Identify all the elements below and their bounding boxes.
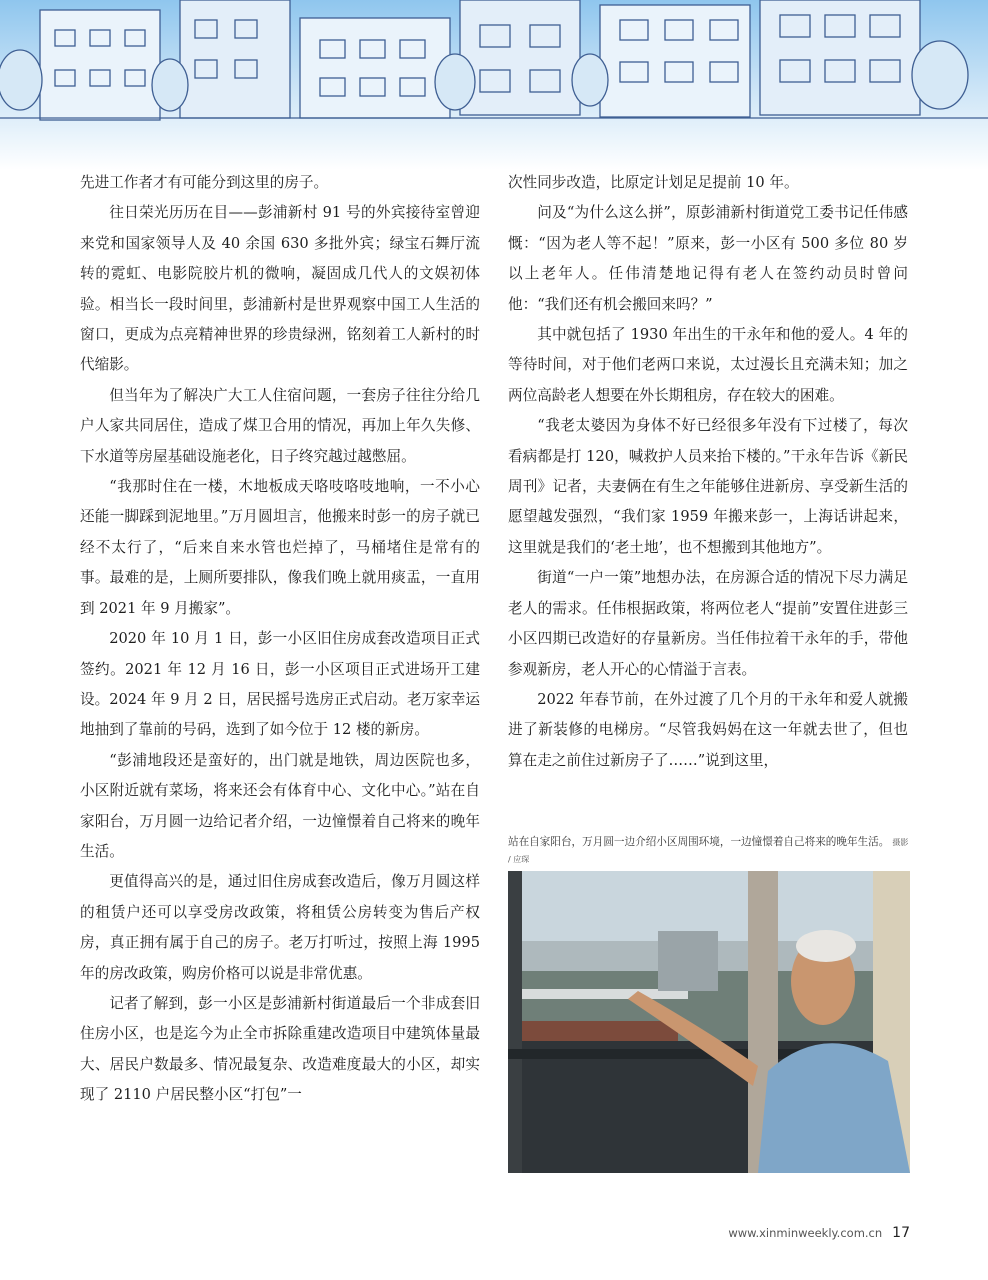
paragraph: 2020 年 10 月 1 日，彭一小区旧住房成套改造项目正式签约。2021 年 12 月 16 日，彭一小区项目正式进场开工建设。2024 年 9 月 2 日，居民摇号选房正式启动。老万家幸运地抽到了靠前的号码，选到了如今位于 12 楼的新房。 xyxy=(80,630,480,739)
paragraph: 往日荣光历历在目——彭浦新村 91 号的外宾接待室曾迎来党和国家领导人及 40 余国 630 多批外宾；绿宝石舞厅流转的霓虹、电影院胶片机的微响，凝固成几代人的文娱初体验。相当长一段时间里，彭浦新村是世界观察中国工人生活的窗口，更成为点亮精神世界的珍贵绿洲，铭刻着工人新村的时代缩影。 xyxy=(80,204,480,374)
caption-text: 站在自家阳台，万月圆一边介绍小区周围环境，一边憧憬着自己将来的晚年生活。 xyxy=(508,836,890,848)
left-text-column xyxy=(80,168,480,1111)
paragraph: 2022 年春节前，在外过渡了几个月的干永年和爱人就搬进了新装修的电梯房。“尽管我妈妈在这一年就去世了，但也算在走之前住过新房子了……”说到这里， xyxy=(508,690,908,769)
photo-caption xyxy=(508,834,910,868)
footer-url: www.xinminweekly.com.cn xyxy=(728,1226,883,1240)
paragraph: 先进工作者才有可能分到这里的房子。 xyxy=(80,174,329,191)
paragraph: 但当年为了解决广大工人住宿问题，一套房子往往分给几户人家共同居住，造成了煤卫合用的情况，再加上年久失修、下水道等房屋基础设施老化，日子终究越过越憋屈。 xyxy=(80,386,480,465)
paragraph: 问及“为什么这么拼”，原彭浦新村街道党工委书记任伟感慨：“因为老人等不起！”原来，彭一小区有 500 多位 80 岁以上老年人。任伟清楚地记得有老人在签约动员时曾问他：“我们还有机会搬回来吗？” xyxy=(508,204,908,313)
paragraph: 其中就包括了 1930 年出生的干永年和他的爱人。4 年的等待时间，对于他们老两口来说，太过漫长且充满未知；加之两位高龄老人想要在外长期租房，存在较大的困难。 xyxy=(508,326,908,404)
paragraph: “我那时住在一楼，木地板成天咯吱咯吱地响，一不小心还能一脚踩到泥地里。”万月圆坦言，他搬来时彭一的房子就已经不太行了，“后来自来水管也烂掉了，马桶堵住是常有的事。最难的是，上厕所要排队，像我们晚上就用痰盂，一直用到 2021 年 9 月搬家”。 xyxy=(80,478,480,617)
balcony-photo xyxy=(508,871,910,1173)
paragraph: “彭浦地段还是蛮好的，出门就是地铁，周边医院也多，小区附近就有菜场，将来还会有体育中心、文化中心。”站在自家阳台，万月圆一边给记者介绍，一边憧憬着自己将来的晚年生活。 xyxy=(80,751,480,860)
paragraph: 次性同步改造，比原定计划足足提前 10 年。 xyxy=(508,174,799,191)
paragraph: “我老太婆因为身体不好已经很多年没有下过楼了，每次看病都是打 120，喊救护人员来抬下楼的。”干永年告诉《新民周刊》记者，夫妻俩在有生之年能够住进新房、享受新生活的愿望越发强烈，“我们家 1959 年搬来彭一，上海话讲起来，这里就是我们的‘老土地’，也不想搬到其他地方”。 xyxy=(508,417,908,556)
paragraph: 更值得高兴的是，通过旧住房成套改造后，像万月圆这样的租赁户还可以享受房改政策，将租赁公房转变为售后产权房，真正拥有属于自己的房子。老万打听过，按照上海 1995 年的房改政策，购房价格可以说是非常优惠。 xyxy=(80,873,480,982)
header-illustration xyxy=(0,0,988,170)
paragraph: 街道“一户一策”地想办法，在房源合适的情况下尽力满足老人的需求。任伟根据政策，将两位老人“提前”安置住进彭三小区四期已改造好的存量新房。当任伟拉着干永年的手，带他参观新房，老人开心的心情溢于言表。 xyxy=(508,569,908,678)
photo-credit: 摄影 / 应琛 xyxy=(508,838,909,864)
page-footer xyxy=(700,1225,910,1241)
page-number: 17 xyxy=(892,1225,910,1241)
paragraph: 记者了解到，彭一小区是彭浦新村街道最后一个非成套旧住房小区，也是迄今为止全市拆除重建改造项目中建筑体量最大、居民户数最多、情况最复杂、改造难度最大的小区，却实现了 2110 户居民整小区“打包”一 xyxy=(80,994,480,1104)
right-text-column xyxy=(508,168,908,776)
